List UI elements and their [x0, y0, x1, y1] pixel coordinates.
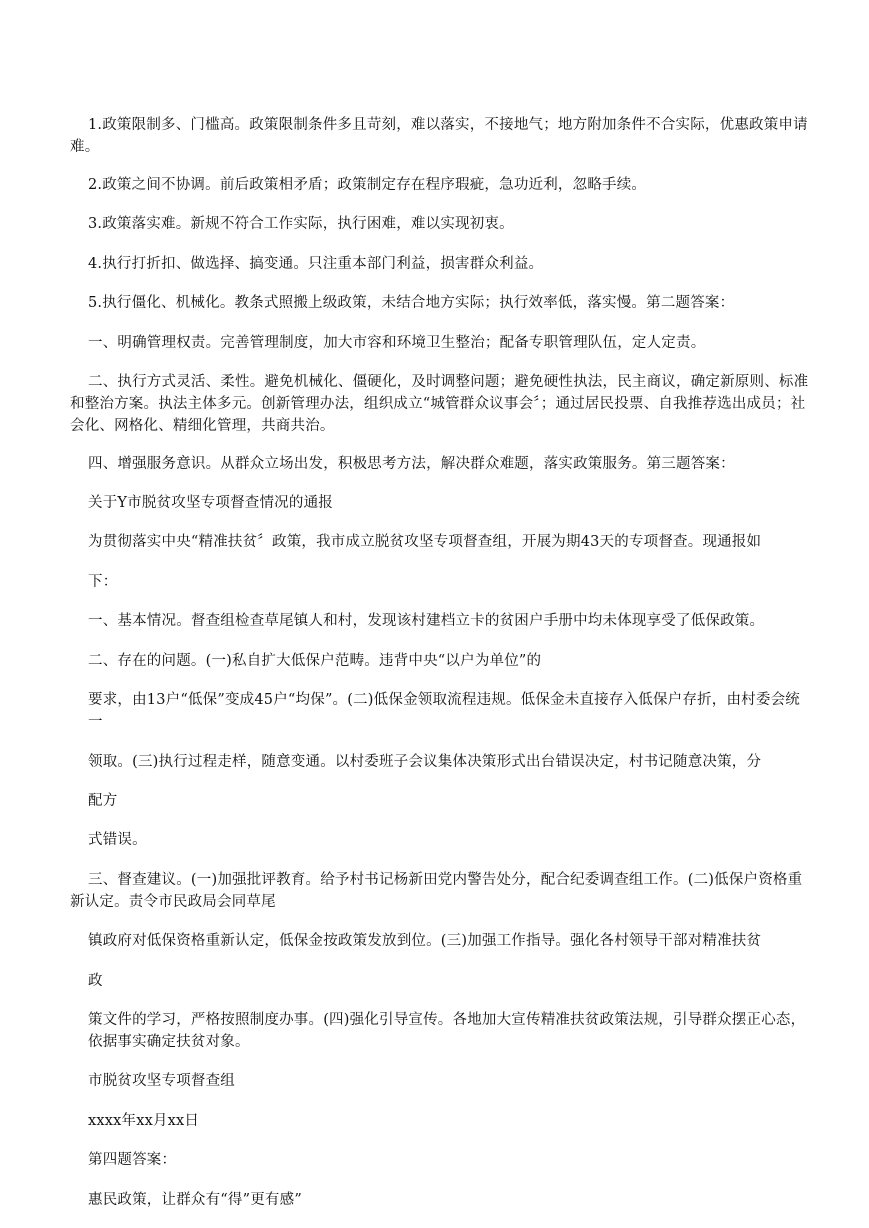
paragraph-2: 2.政策之间不协调。前后政策相矛盾；政策制定存在程序瑕疵，急功近利，忽略手续。 [88, 177, 647, 193]
paragraph-19: 镇政府对低保资格重新认定，低保金按政策发放到位。(三)加强工作指导。强化各村领导干部对精准扶贫 [88, 933, 762, 949]
paragraph-4: 4.执行打折扣、做选择、搞变通。只注重本部门利益，损害群众利益。 [88, 256, 544, 272]
paragraph-14: 要求，由13户“低保”变成45户“均保”。(二)低保金领取流程违规。低保金未直接存入低保户存折，由村委会统一 [88, 692, 800, 730]
paragraph-5: 5.执行僵化、机械化。教条式照搬上级政策，未结合地方实际；执行效率低，落实慢。第二题答案： [88, 295, 735, 311]
paragraph-17: 式错误。 [88, 832, 147, 848]
paragraph-12: 一、基本情况。督查组检查草尾镇人和村，发现该村建档立卡的贫困户手册中均未体现享受了低保政策。 [88, 613, 765, 629]
notice-title: 关于Y市脱贫攻坚专项督查情况的通报 [88, 495, 333, 511]
paragraph-18: 三、督查建议。(一)加强批评教育。给予村书记杨新田党内警告处分，配合纪委调查组工作。(二)低保户资格重新认定。责令市民政局会同草尾 [70, 872, 803, 910]
paragraph-15: 领取。(三)执行过程走样，随意变通。以村委班子会议集体决策形式出台错误决定，村书记随意决策，分 [88, 754, 762, 770]
paragraph-16: 配方 [88, 793, 118, 809]
paragraph-21: 策文件的学习，严格按照制度办事。(四)强化引导宣传。各地加大宣传精准扶贫政策法规，引导群众摆正心态，依据事实确定扶贫对象。 [88, 1012, 806, 1050]
signature-date: xxxx年xx月xx日 [88, 1113, 200, 1129]
paragraph-1: 1.政策限制多、门槛高。政策限制条件多且苛刻，难以落实，不接地气；地方附加条件不合实际，优惠政策申请难。 [70, 117, 808, 155]
paragraph-8: 四、增强服务意识。从群众立场出发，积极思考方法，解决群众难题，落实政策服务。第三题答案： [88, 456, 735, 472]
paragraph-24: 第四题答案： [88, 1152, 177, 1168]
paragraph-25: 惠民政策，让群众有“得”更有感” [88, 1192, 302, 1208]
paragraph-11: 下： [88, 574, 118, 590]
signature-org: 市脱贫攻坚专项督查组 [88, 1073, 235, 1089]
paragraph-13: 二、存在的问题。(一)私自扩大低保户范畴。违背中央“以户为单位”的 [88, 653, 542, 669]
paragraph-7: 二、执行方式灵活、柔性。避免机械化、僵硬化，及时调整问题；避免硬性执法，民主商议，确定新原则、标准和整治方案。执法主体多元。创新管理办法，组织成立“城管群众议事会〞；通过居民投票、自我推荐选出成员；社会化、网格化、精细化管理，共商共治。 [70, 374, 809, 434]
paragraph-10: 为贯彻落实中央“精准扶贫〞政策，我市成立脱贫攻坚专项督查组，开展为期43天的专项督查。现通报如 [88, 534, 762, 550]
paragraph-3: 3.政策落实难。新规不符合工作实际，执行困难，难以实现初衷。 [88, 216, 514, 232]
paragraph-6: 一、明确管理权责。完善管理制度，加大市容和环境卫生整治；配备专职管理队伍，定人定责。 [88, 335, 706, 351]
paragraph-20: 政 [88, 973, 103, 989]
